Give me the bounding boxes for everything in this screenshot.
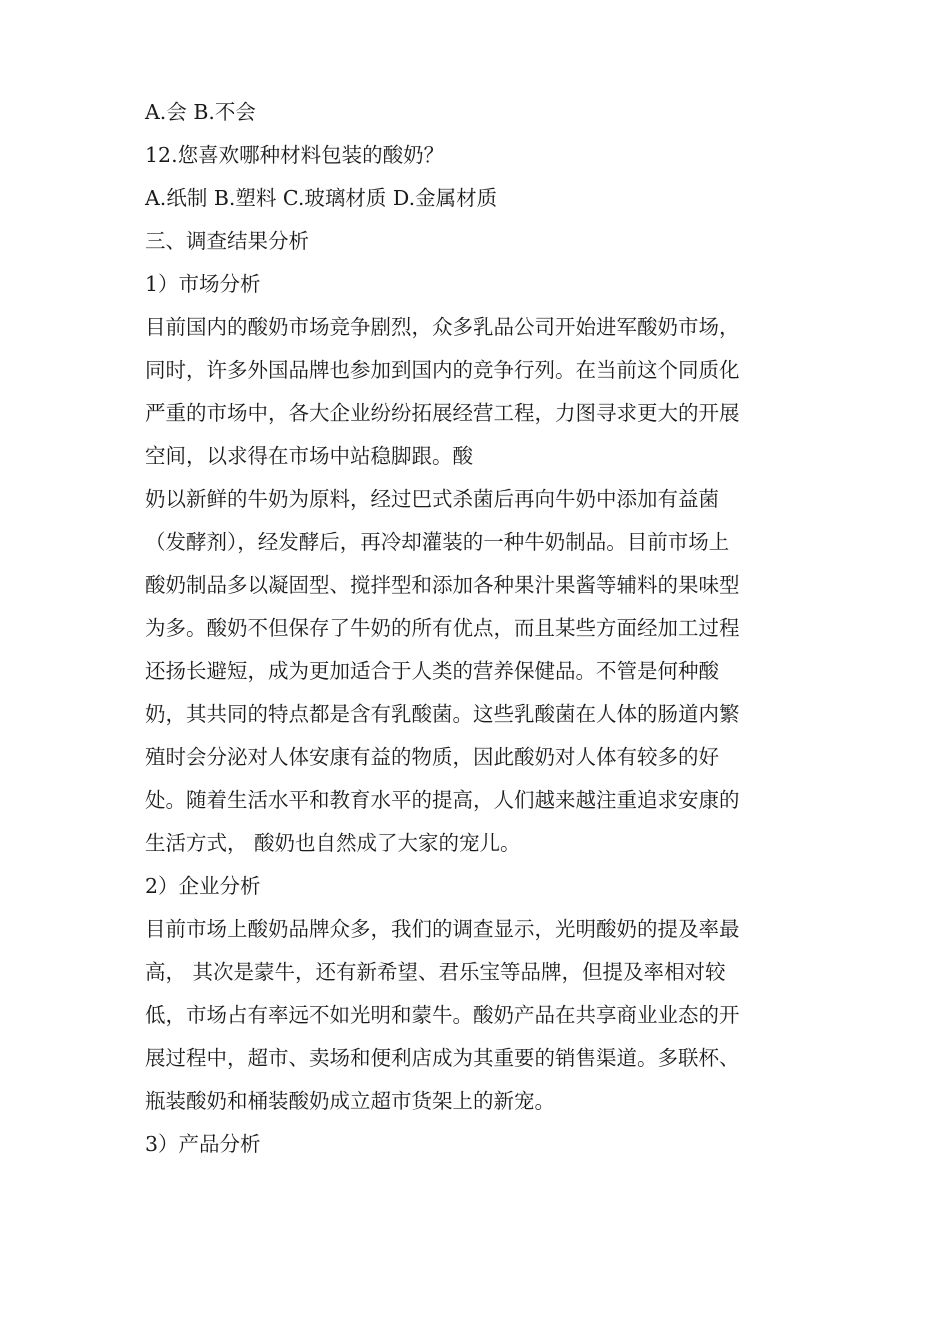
subsection-heading: 3）产品分析: [145, 1132, 261, 1156]
paragraph-line: 殖时会分泌对人体安康有益的物质，因此酸奶对人体有较多的好: [145, 745, 719, 769]
paragraph-line: 同时，许多外国品牌也参加到国内的竞争行列。在当前这个同质化: [145, 358, 740, 382]
option-line: A.会 B.不会: [145, 100, 256, 124]
paragraph-line: 奶，其共同的特点都是含有乳酸菌。这些乳酸菌在人体的肠道内繁: [145, 702, 740, 726]
paragraph-line: 生活方式， 酸奶也自然成了大家的宠儿。: [145, 831, 521, 855]
paragraph-line: 低，市场占有率远不如光明和蒙牛。酸奶产品在共享商业业态的开: [145, 1003, 740, 1027]
paragraph-line: 瓶装酸奶和桶装酸奶成立超市货架上的新宠。: [145, 1089, 555, 1113]
paragraph-line: （发酵剂），经发酵后，再冷却灌装的一种牛奶制品。目前市场上: [145, 530, 730, 554]
paragraph-line: 高， 其次是蒙牛，还有新希望、君乐宝等品牌，但提及率相对较: [145, 960, 726, 984]
paragraph-line: 空间，以求得在市场中站稳脚跟。酸: [145, 444, 473, 468]
paragraph-line: 严重的市场中，各大企业纷纷拓展经营工程，力图寻求更大的开展: [145, 401, 740, 425]
paragraph-line: 展过程中，超市、卖场和便利店成为其重要的销售渠道。多联杯、: [145, 1046, 740, 1070]
paragraph-line: 奶以新鲜的牛奶为原料，经过巴式杀菌后再向牛奶中添加有益菌: [145, 487, 719, 511]
document-body: [145, 91, 805, 1166]
section-heading: 三、调查结果分析: [145, 229, 309, 253]
subsection-heading: 2）企业分析: [145, 874, 261, 898]
paragraph-line: 还扬长避短，成为更加适合于人类的营养保健品。不管是何种酸: [145, 659, 719, 683]
option-line: A.纸制 B.塑料 C.玻璃材质 D.金属材质: [145, 186, 498, 210]
paragraph-line: 处。随着生活水平和教育水平的提高，人们越来越注重追求安康的: [145, 788, 740, 812]
paragraph-line: 酸奶制品多以凝固型、搅拌型和添加各种果汁果酱等辅料的果味型: [145, 573, 740, 597]
paragraph-line: 为多。酸奶不但保存了牛奶的所有优点，而且某些方面经加工过程: [145, 616, 740, 640]
paragraph-line: 目前市场上酸奶品牌众多，我们的调查显示，光明酸奶的提及率最: [145, 917, 740, 941]
question-line: 12.您喜欢哪种材料包装的酸奶？: [145, 143, 445, 167]
subsection-heading: 1）市场分析: [145, 272, 261, 296]
paragraph-line: 目前国内的酸奶市场竞争剧烈，众多乳品公司开始进军酸奶市场，: [145, 315, 740, 339]
